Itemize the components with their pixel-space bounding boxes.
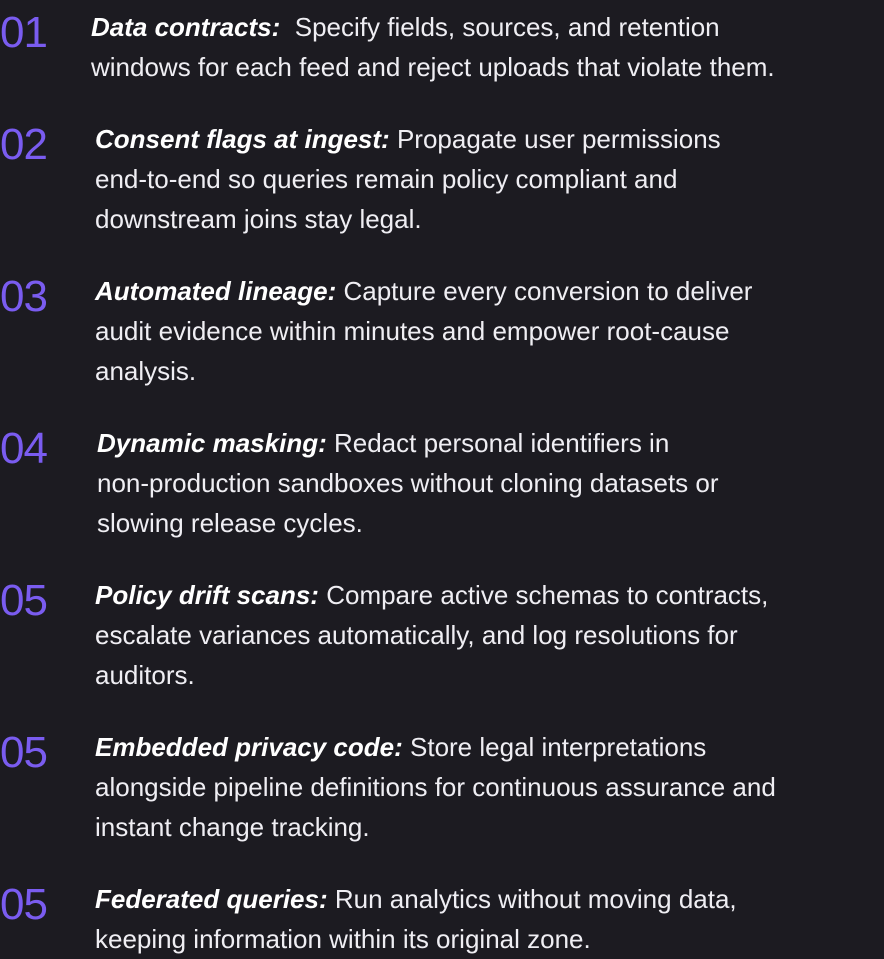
item-lead: Consent flags at ingest:	[95, 124, 390, 154]
item-lead: Policy drift scans:	[95, 580, 319, 610]
item-text	[97, 423, 719, 543]
item-text	[95, 879, 737, 959]
item-line: non-production sandboxes without cloning datasets or	[97, 468, 719, 498]
item-lead: Dynamic masking:	[97, 428, 327, 458]
item-line: Propagate user permissions	[396, 124, 721, 154]
item-line: auditors.	[95, 660, 195, 690]
item-text	[91, 7, 775, 87]
item-line: Compare active schemas to contracts,	[326, 580, 769, 610]
item-number: 03	[0, 272, 47, 321]
item-line: Store legal interpretations	[410, 732, 707, 762]
item-line: escalate variances automatically, and log resolutions for	[95, 620, 738, 650]
item-number: 02	[0, 120, 47, 169]
item-line: Redact personal identifiers in	[333, 428, 670, 458]
item-line: Capture every conversion to deliver	[343, 276, 753, 306]
item-number: 05	[0, 728, 47, 777]
item-number: 04	[0, 424, 47, 473]
item-number: 05	[0, 880, 47, 929]
item-line: audit evidence within minutes and empower root-cause	[95, 316, 730, 346]
item-line: slowing release cycles.	[97, 508, 363, 538]
item-text	[95, 119, 721, 239]
item-line: analysis.	[95, 356, 197, 386]
item-lead: Federated queries:	[95, 884, 328, 914]
item-lead: Embedded privacy code:	[95, 732, 403, 762]
item-lead: Data contracts:	[91, 12, 281, 42]
item-text	[95, 727, 776, 847]
item-line: alongside pipeline definitions for continuous assurance and	[95, 772, 776, 802]
item-lead: Automated lineage:	[95, 276, 337, 306]
item-line: instant change tracking.	[95, 812, 370, 842]
item-number: 01	[0, 8, 47, 57]
item-text	[95, 575, 768, 695]
item-line: Run analytics without moving data,	[334, 884, 737, 914]
item-line: Specify fields, sources, and retention	[294, 12, 720, 42]
item-line: downstream joins stay legal.	[95, 204, 422, 234]
item-number: 05	[0, 576, 47, 625]
item-line: end-to-end so queries remain policy compliant and	[95, 164, 678, 194]
item-line: windows for each feed and reject uploads that violate them.	[91, 52, 775, 82]
item-line: keeping information within its original zone.	[95, 924, 591, 954]
item-text	[95, 271, 752, 391]
